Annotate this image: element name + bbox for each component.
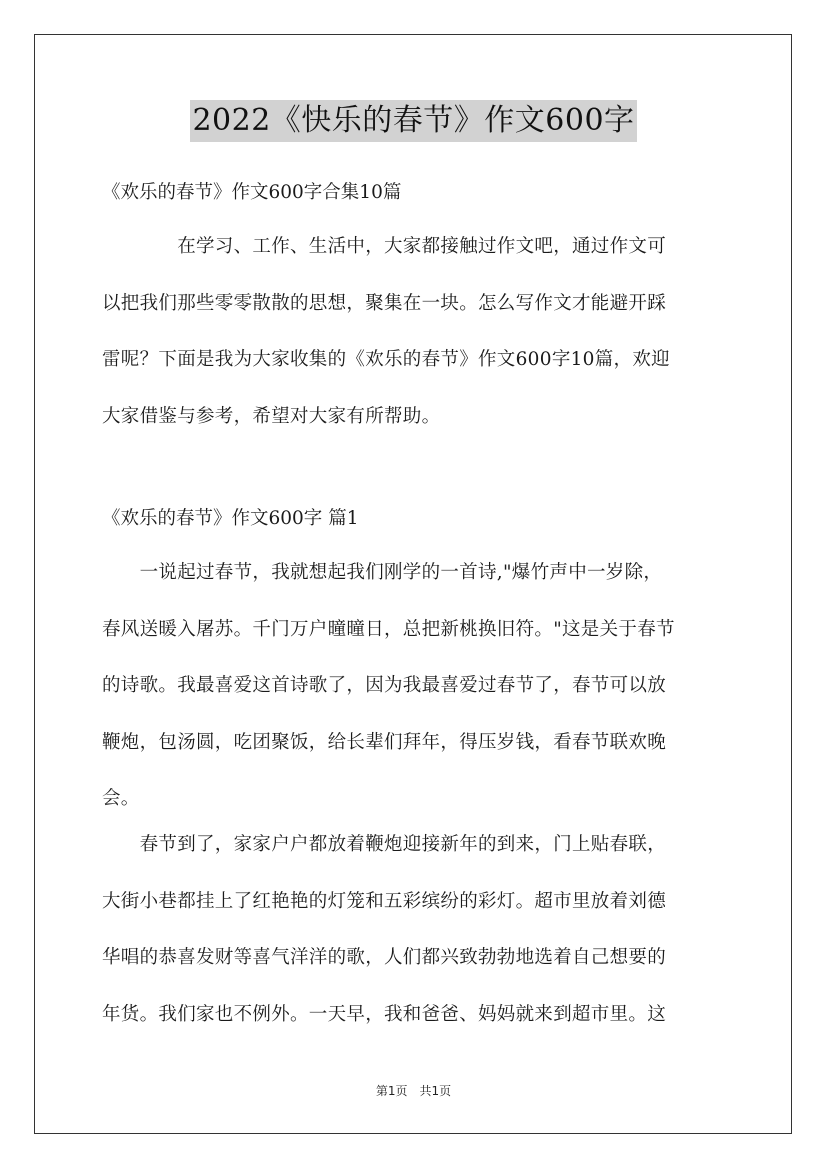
document-subtitle: 《欢乐的春节》作文600字合集10篇 [102,182,402,203]
section-heading: 《欢乐的春节》作文600字 篇1 [102,508,359,529]
body-paragraph-1 [102,545,728,828]
paragraph-line: 华唱的恭喜发财等喜气洋洋的歌，人们都兴致勃勃地选着自己想要的 [102,947,667,968]
paragraph-line: 大街小巷都挂上了红艳艳的灯笼和五彩缤纷的彩灯。超市里放着刘德 [102,890,667,912]
paragraph-line: 春节到了，家家户户都放着鞭炮迎接新年的到来，门上贴春联， [102,834,667,855]
intro-line: 以把我们那些零零散散的思想，聚集在一块。怎么写作文才能避开踩 [102,292,667,314]
intro-line: 雷呢？下面是我为大家收集的《欢乐的春节》作文600字10篇，欢迎 [102,349,670,370]
intro-line: 大家借鉴与参考，希望对大家有所帮助。 [102,405,441,427]
page-footer: 第1页 共1页 [375,1084,452,1098]
paragraph-line: 的诗歌。我最喜爱这首诗歌了，因为我最喜爱过春节了，春节可以放 [102,675,667,696]
body-paragraph-2 [102,817,728,1043]
paragraph-line: 鞭炮，包汤圆，吃团聚饭，给长辈们拜年，得压岁钱，看春节联欢晚 [102,731,667,753]
intro-paragraph [102,219,728,445]
paragraph-line: 一说起过春节，我就想起我们刚学的一首诗,"爆竹声中一岁除， [102,562,663,583]
intro-line: 在学习、工作、生活中，大家都接触过作文吧，通过作文可 [102,236,667,257]
document-title: 2022《快乐的春节》作文600字 [190,100,636,142]
paragraph-line: 会。 [102,788,140,809]
paragraph-line: 年货。我们家也不例外。一天早，我和爸爸、妈妈就来到超市里。这 [102,1003,667,1025]
document-title-wrapper [0,100,827,142]
paragraph-line: 春风送暖入屠苏。千门万户曈曈日，总把新桃换旧符。"这是关于春节 [102,618,675,640]
